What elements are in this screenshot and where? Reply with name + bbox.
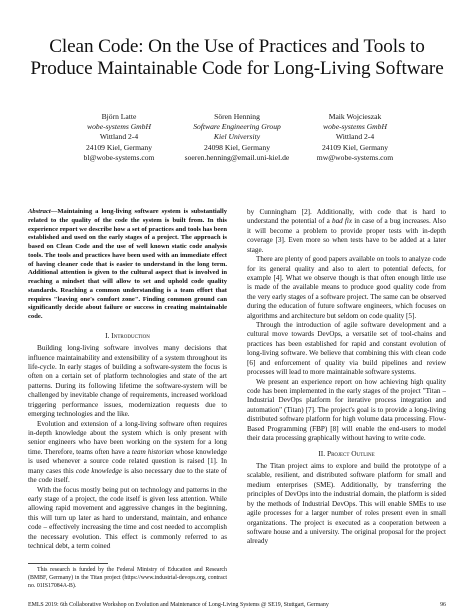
- paragraph: We present an experience report on how achieving high quality code has been implemented in the early stages of the project "Titan – Industrial DevOps platform for iterative process integration and automation" (Titan) [7]. The project's goal is to provide a long-living distributed software platform for high volume data processing. Flow-Based Programming (FBP) [8] will enable the end-users to model their data processing graphically without having to write code.: [247, 377, 446, 443]
- paragraph: The Titan project aims to explore and build the prototype of a scalable, resilient, and distributed software platform for small and medium enterprises (SME). Additionally, by transferring the principles of DevOps into the industrial domain, the platform is sided by the methods of Industrial DevOps. This will enable SMEs to use agile processes for a larger number of roles present even in small organizations. The project is executed as a cooperation between a software house and a university. The original proposal for the project already: [247, 461, 446, 546]
- author-street: Wittland 2-4: [99, 132, 139, 142]
- paragraph: [247, 208, 446, 255]
- author-affiliation-2: Kiel University: [213, 132, 261, 142]
- left-column: [28, 208, 227, 551]
- author-affiliation: Software Engineering Group: [193, 122, 281, 132]
- author-email: bl@wobe-systems.com: [83, 152, 155, 162]
- author-name: Maik Wojcieszak: [328, 112, 382, 121]
- author-affiliation: wobe-systems GmbH: [323, 122, 387, 132]
- author-city: 24109 Kiel, Germany: [321, 142, 388, 152]
- author-email: mw@wobe-systems.com: [316, 152, 394, 162]
- paragraph: With the focus mostly being put on technology and patterns in the early stage of a project, the code itself is given less attention. While allowing rapid movement and aggressive changes in the beginning, this will turn up later as hard to understand, maintain, and enhance code – effectively increasing the time and cost needed to accomplish the necessary evolution. This effect is commonly referred to as technical debt, a term coined: [28, 485, 227, 551]
- author-3: [280, 112, 430, 163]
- paper-title: Clean Code: On the Use of Practices and Tools to Produce Maintainable Code for Long-Living Software: [30, 36, 444, 79]
- page-footer: [28, 602, 446, 609]
- paragraph: Building long-living software involves many decisions that influence maintainability and extensibility of a system throughout its life-cycle. In early stages of building a software-system the focus is often on a certain set of platform technologies and state of the art patterns. During its following lifetime the software-system will be challenged by inevitable change of requirements, increased workload triggering performance issues, modernization requests due to emerging technologies and the like.: [28, 344, 227, 419]
- funding-footnote: [28, 563, 227, 590]
- section-heading-project-outline: II. Project Outline: [318, 448, 375, 458]
- right-column: [247, 208, 446, 547]
- author-name: Björn Latte: [101, 112, 137, 121]
- footnote-rule: [28, 563, 108, 564]
- abstract-label: Abstract: [28, 208, 51, 215]
- emphasis: team historian: [131, 447, 174, 456]
- author-city: 24109 Kiel, Germany: [85, 142, 152, 152]
- author-affiliation: wobe-systems GmbH: [87, 122, 151, 132]
- footnote-text: This research is funded by the Federal Ministry of Education and Research (BMBF, Germany) in the Titan project (https://www.industrial-devops.org, contract no. 01IS17084A-B).: [28, 567, 227, 589]
- text-run: Evolution and extension of a long-living software often requires in-depth knowledge about the system which is only present with senior engineers who have been working on the system for a long time. Therefore, teams often have a: [28, 419, 227, 456]
- text-run: is also necessary due to the state of the code itself.: [28, 466, 228, 485]
- paragraph: [28, 420, 227, 486]
- abstract: [28, 208, 227, 322]
- footer-venue: EMLS 2019: 6th Collaborative Workshop on Evolution and Maintenance of Long-Living Systems @ SE19, Stuttgart, Germany: [28, 602, 329, 608]
- text-run: whose knowledge is used whenever a source code related question is raised [1]. In many cases this: [28, 447, 227, 475]
- author-name: Sören Henning: [214, 112, 260, 121]
- emphasis: code knowledge: [75, 466, 122, 475]
- paragraph: Through the introduction of agile software development and a cultural move towards DevOps, a versatile set of tool-chains and practices has been established for rapid and constant evolution of long-living software. We believe that combining this with clean code [6] and enforcement of quality via build pipelines and review processes will lead to more maintainable software systems.: [247, 321, 446, 377]
- text-run: by Cunningham [2]. Additionally, with code that is hard to understand the potential of a: [247, 208, 446, 226]
- author-city: 24098 Kiel, Germany: [203, 142, 270, 152]
- paragraph: There are plenty of good papers available on tools to analyze code for its general quality and also to alert to potential defects, for example [4]. What we observe though is that often enough little use is made of the available means to produce good quality code from the very early stages of a software project. The same can be observed during the education of future software engineers, which focuses on algorithms and architecture but seldom on code quality [5].: [247, 255, 446, 320]
- author-email: soeren.henning@email.uni-kiel.de: [184, 152, 290, 162]
- text-run: in case of a bug increases. Also it will become a problem to provide proper tests with in-depth coverage [3]. Even more so when tests have to be added at a later stage.: [247, 217, 446, 254]
- emphasis: bad fix: [332, 217, 353, 226]
- page-number: 96: [440, 602, 446, 608]
- section-heading-introduction: I. Introduction: [105, 330, 150, 340]
- author-street: Wittland 2-4: [335, 132, 375, 142]
- abstract-text: —Maintaining a long-living software system is substantially related to the quality of the code the system is built from. In this experience report we describe how a set of practices and tools has been established and used on the early stages of a project. The approach is based on Clean Code and the use of well known static code analysis tools. The tools and practices have been used with an immediate effect of having cleaner code that is easier to understand in the long term. Additional attention is given to the cultural aspect that is involved in reaching a mindset that will allow to set and uphold code quality standards. Reaching a common understanding is a team effort that requires "leaving one's comfort zone". Finding common ground can significantly decide about failure or success in creating maintainable code.: [28, 208, 227, 320]
